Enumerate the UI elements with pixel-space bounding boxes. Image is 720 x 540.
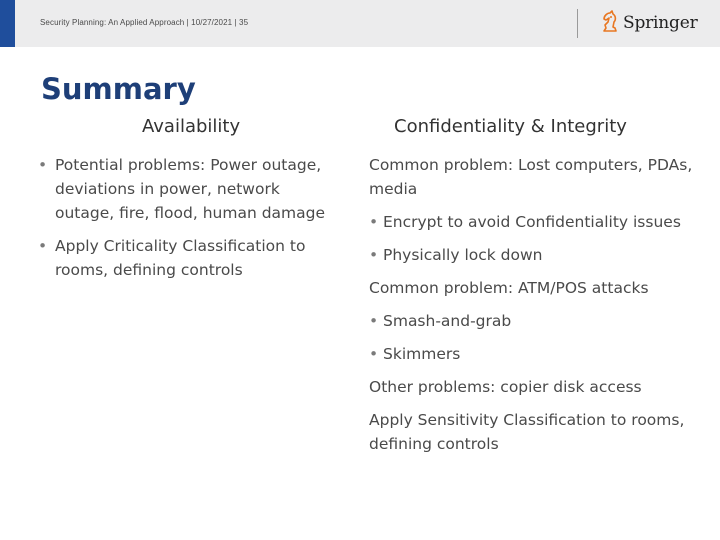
bullet-text: Physically lock down — [383, 246, 543, 264]
bullet-marker: • — [369, 345, 379, 363]
bullet-marker: • — [369, 246, 379, 264]
confidentiality-integrity-heading: Confidentiality & Integrity — [394, 116, 627, 137]
header-bar — [0, 0, 720, 47]
slide-footer-text: Security Planning: An Applied Approach | 10/27/2021 | 35 — [40, 18, 249, 27]
bullet-text: Apply Criticality Classification to rooms, defining controls — [55, 237, 306, 279]
bullet-item — [369, 342, 709, 366]
confidentiality-integrity-column — [369, 153, 709, 465]
bullet-item — [38, 153, 338, 225]
bullet-text: Potential problems: Power outage, deviations in power, network outage, fire, flood, human damage — [55, 156, 326, 222]
bullet-text: Smash-and-grab — [383, 312, 512, 330]
bullet-item — [369, 309, 709, 333]
bullet-item — [38, 234, 338, 282]
slide-title: Summary — [41, 72, 196, 106]
bullet-marker: • — [369, 312, 379, 330]
bullet-marker: • — [38, 156, 48, 174]
bullet-text: Encrypt to avoid Confidentiality issues — [383, 213, 681, 231]
bullet-item — [369, 243, 709, 267]
bullet-marker: • — [38, 237, 48, 255]
bullet-marker: • — [369, 213, 379, 231]
bullet-text: Skimmers — [383, 345, 461, 363]
paragraph-text: Apply Sensitivity Classification to rooms, defining controls — [369, 411, 685, 453]
availability-column — [38, 153, 338, 291]
paragraph-text: Other problems: copier disk access — [369, 378, 642, 396]
paragraph-text: Common problem: ATM/POS attacks — [369, 279, 649, 297]
springer-logo — [600, 10, 698, 36]
header-accent-stripe — [0, 0, 15, 47]
springer-logo-text: Springer — [623, 13, 698, 33]
paragraph-text: Common problem: Lost computers, PDAs, media — [369, 156, 693, 198]
springer-knight-icon — [600, 9, 620, 37]
bullet-item — [369, 210, 709, 234]
availability-heading: Availability — [142, 116, 241, 137]
header-divider — [577, 9, 578, 38]
